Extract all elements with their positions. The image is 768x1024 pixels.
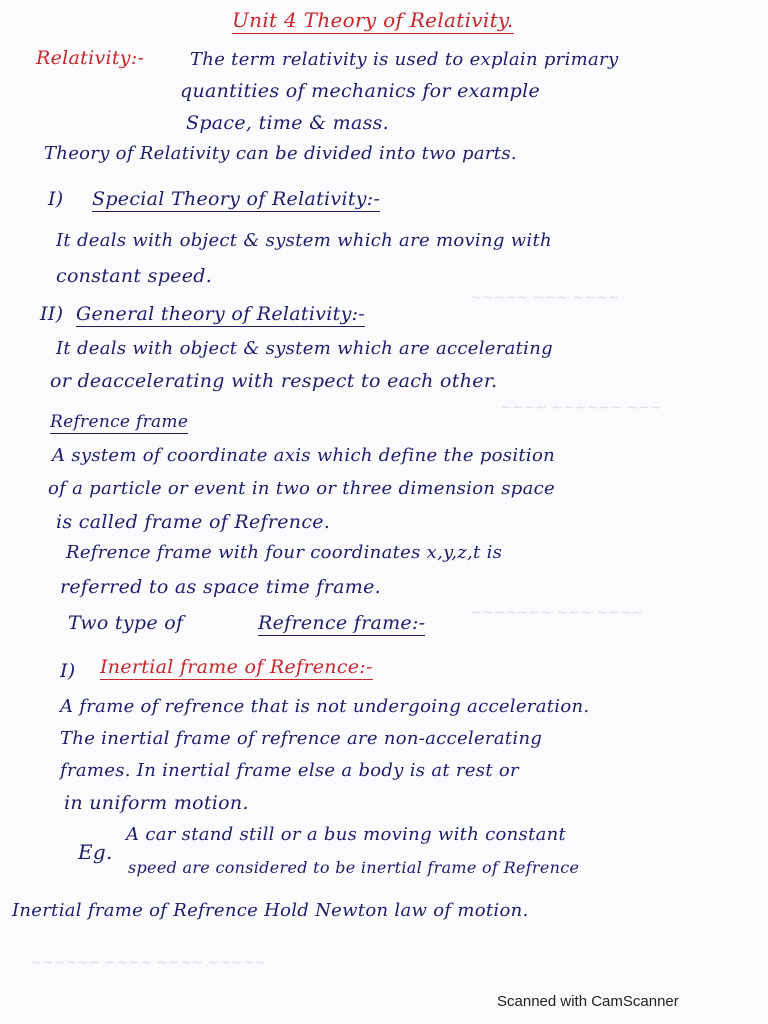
reference-line: is called frame of Refrence. xyxy=(56,511,331,533)
inertial-heading: Inertial frame of Refrence:- xyxy=(100,656,373,678)
bleed-through: ~~~~~ ~~~ ~~~~ xyxy=(470,290,620,306)
special-line: constant speed. xyxy=(56,265,213,287)
scanner-footer: Scanned with CamScanner xyxy=(497,993,679,1010)
bleed-through: ~~~~ ~~~~~~ ~~~ xyxy=(500,400,662,416)
special-num: I) xyxy=(48,188,64,210)
example-line: A car stand still or a bus moving with constant xyxy=(126,824,567,845)
general-num: II) xyxy=(40,303,64,325)
general-line: It deals with object & system which are accelerating xyxy=(56,338,553,359)
general-line: or deaccelerating with respect to each other. xyxy=(50,370,498,392)
example-label: Eg. xyxy=(78,840,113,864)
divided-line: Theory of Relativity can be divided into two parts. xyxy=(44,143,517,164)
special-line: It deals with object & system which are moving with xyxy=(56,230,552,251)
reference-line: of a particle or event in two or three dimension space xyxy=(48,478,555,499)
reference-line: Refrence frame with four coordinates x,y,z,t is xyxy=(66,542,503,563)
inertial-line: A frame of refrence that is not undergoing acceleration. xyxy=(60,696,590,717)
general-heading: General theory of Relativity:- xyxy=(76,303,366,325)
inertial-newton-line: Inertial frame of Refrence Hold Newton law of motion. xyxy=(12,900,529,921)
inertial-line: frames. In inertial frame else a body is at rest or xyxy=(60,760,519,781)
relativity-def-line: Space, time & mass. xyxy=(186,112,390,134)
relativity-def-line: The term relativity is used to explain primary xyxy=(190,49,619,70)
reference-line: referred to as space time frame. xyxy=(60,576,381,598)
bleed-through: ~~~~~~~ ~~~ ~~~~ xyxy=(470,605,644,621)
relativity-heading: Relativity:- xyxy=(36,47,145,69)
reference-line: A system of coordinate axis which define the position xyxy=(52,445,556,466)
two-types-heading: Refrence frame:- xyxy=(258,612,426,634)
page-title: Unit 4 Theory of Relativity. xyxy=(232,8,514,32)
inertial-line: in uniform motion. xyxy=(64,792,249,814)
reference-heading: Refrence frame xyxy=(50,412,189,432)
inertial-num: I) xyxy=(60,660,76,682)
example-line: speed are considered to be inertial frame of Refrence xyxy=(128,858,580,877)
two-types-prefix: Two type of xyxy=(68,612,184,634)
bleed-through: ~~~~~~ ~~~~ ~~~~ ~~~~~ xyxy=(30,955,267,971)
special-heading: Special Theory of Relativity:- xyxy=(92,188,381,210)
relativity-def-line: quantities of mechanics for example xyxy=(180,80,541,102)
inertial-line: The inertial frame of refrence are non-accelerating xyxy=(60,728,543,749)
